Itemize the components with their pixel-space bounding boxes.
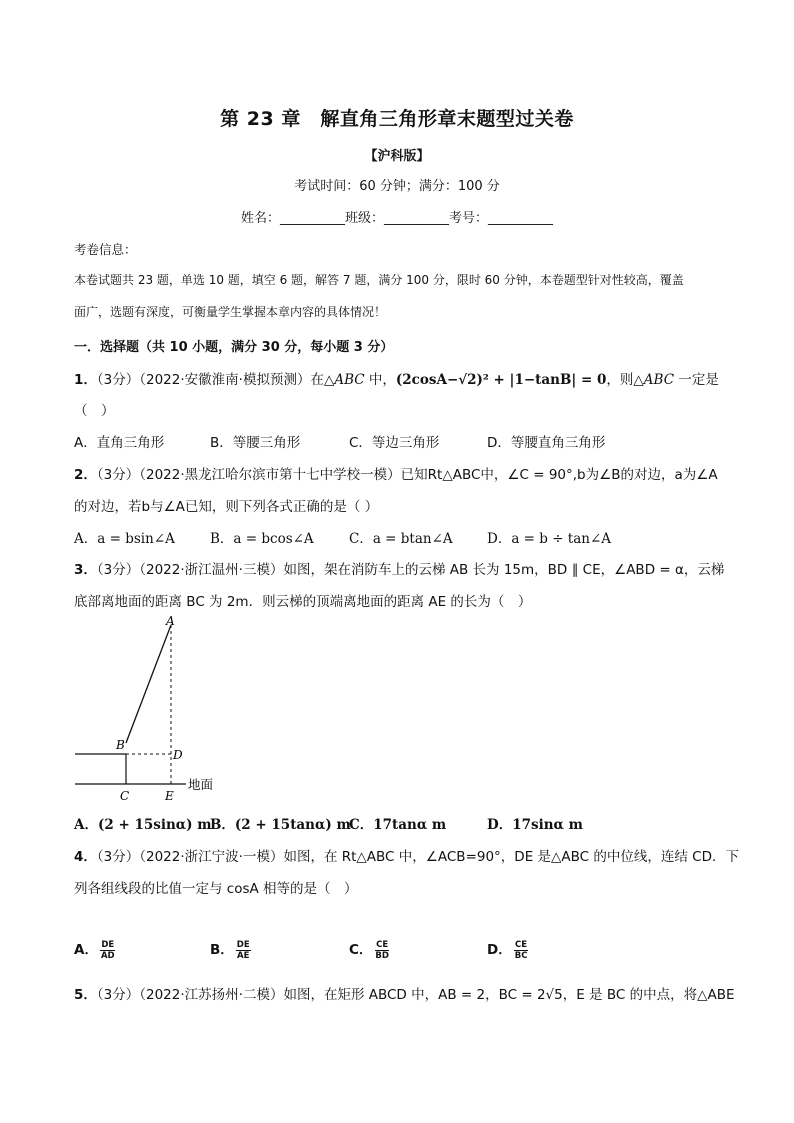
question-3-option-a[interactable]: A．(2 + 15sinα) m (74, 817, 212, 833)
option-fraction (374, 940, 390, 961)
fraction-numerator: DE (101, 939, 115, 950)
question-score: （3分） (96, 467, 140, 483)
question-score: （3分） (96, 372, 140, 388)
question-2-line-1 (74, 463, 718, 483)
question-text: 一定是 (674, 372, 719, 388)
question-text: 已知Rt△ABC中，∠C = 90°,b为∠B的对边，a为∠A (400, 467, 718, 483)
option-label: A． (74, 942, 98, 958)
fraction-denominator: AE (237, 950, 250, 961)
question-3-option-c[interactable]: C．17tanα m (349, 817, 447, 833)
question-text: 中， (364, 372, 396, 388)
question-4-option-d[interactable] (487, 938, 528, 961)
section-heading: 一．选择题（共 10 小题，满分 30 分，每小题 3 分） (74, 340, 394, 355)
question-source: （2022·浙江温州·三模） (139, 562, 284, 578)
question-4-option-a[interactable] (74, 938, 116, 961)
page-title: 第 23 章 解直角三角形章末题型过关卷 (220, 108, 574, 130)
question-source: （2022·浙江宁波·一模） (139, 849, 284, 865)
question-text: 如图，架在消防车上的云梯 AB 长为 15m，BD ∥ CE，∠ABD = α，云梯 (283, 562, 725, 578)
question-text: ABC (334, 372, 365, 388)
question-score: （3分） (96, 987, 140, 1003)
question-3-line-1 (74, 558, 724, 578)
option-fraction (100, 940, 116, 961)
question-score: （3分） (96, 562, 140, 578)
question-text: ABC (643, 372, 675, 388)
question-4-line-1 (74, 845, 739, 865)
question-1-option-c[interactable]: C．等边三角形 (349, 435, 440, 451)
question-2-option-c[interactable]: C．a = btan∠A (349, 531, 453, 547)
question-formula: (2cosA−√2)² + |1−tanB| = 0 (395, 372, 607, 388)
question-1-option-d[interactable]: D．等腰直角三角形 (487, 435, 606, 451)
exam-info-line-2: 面广，选题有深度，可衡量学生掌握本章内容的具体情况！ (74, 305, 387, 319)
question-3-option-d[interactable]: D．17sinα m (487, 817, 583, 833)
fraction-denominator: BD (375, 950, 389, 961)
question-text: 如图，在 Rt△ABC 中，∠ACB=90°，DE 是△ABC 的中位线，连结 CD．下 (283, 849, 739, 865)
label-ground: 地面 (188, 777, 214, 792)
question-text: 在△ (310, 372, 335, 388)
label-c: C (120, 789, 130, 803)
fraction-denominator: AD (100, 950, 115, 961)
question-4-option-c[interactable] (349, 938, 390, 961)
question-number: 5． (74, 987, 97, 1003)
question-number: 4． (74, 849, 97, 865)
question-text: ，则△ (606, 372, 644, 388)
question-source: （2022·安徽淮南·模拟预测） (139, 372, 311, 388)
fraction-numerator: CE (515, 939, 528, 950)
question-1-line-2: （ ） (74, 403, 115, 419)
option-label: B． (210, 942, 234, 958)
option-fraction (514, 940, 529, 961)
question-number: 3． (74, 562, 97, 578)
question-number: 1． (74, 372, 97, 388)
fraction-denominator: BC (514, 950, 528, 961)
question-1-option-b[interactable]: B．等腰三角形 (210, 435, 301, 451)
exam-time: 考试时间：60 分钟；满分：100 分 (294, 179, 500, 194)
question-3-line-2: 底部离地面的距离 BC 为 2m．则云梯的顶端离地面的距离 AE 的长为（ ） (74, 594, 532, 610)
fire-ladder-figure (70, 612, 230, 804)
fraction-numerator: CE (376, 939, 389, 950)
question-2-option-a[interactable]: A．a = bsin∠A (74, 531, 175, 547)
option-fraction (236, 940, 251, 961)
question-score: （3分） (96, 849, 140, 865)
student-info-fields: 姓名：__________班级：__________考号：__________ (240, 211, 553, 226)
label-e: E (165, 789, 174, 803)
exam-info-line-1: 本卷试题共 23 题，单选 10 题，填空 6 题，解答 7 题，满分 100 分，限时 60 分钟，本卷题型针对性较高，覆盖 (74, 273, 684, 287)
question-4-option-b[interactable] (210, 938, 251, 961)
label-b: B (116, 738, 125, 752)
fraction-numerator: DE (236, 939, 250, 950)
question-source: （2022·黑龙江哈尔滨市第十七中学校一模） (139, 467, 401, 483)
question-3-option-b[interactable]: B．(2 + 15tanα) m (210, 817, 351, 833)
exam-info-label: 考卷信息： (74, 242, 137, 257)
label-d: D (173, 748, 183, 762)
question-number: 2． (74, 467, 97, 483)
option-label: C． (349, 942, 373, 958)
question-5-line-1 (74, 983, 734, 1003)
label-a: A (166, 614, 175, 628)
question-source: （2022·江苏扬州·二模） (139, 987, 284, 1003)
ladder-line-ab (126, 625, 171, 743)
question-1-line-1 (74, 368, 719, 388)
question-2-line-2: 的对边，若b与∠A已知，则下列各式正确的是（ ） (74, 499, 379, 515)
question-4-line-2: 列各组线段的比值一定与 cosA 相等的是（ ） (74, 881, 358, 897)
question-2-option-d[interactable]: D．a = b ÷ tan∠A (487, 531, 612, 547)
question-2-option-b[interactable]: B．a = bcos∠A (210, 531, 314, 547)
option-label: D． (487, 942, 512, 958)
question-1-option-a[interactable]: A．直角三角形 (74, 435, 165, 451)
edition-label: 【沪科版】 (364, 149, 430, 164)
question-text: 如图，在矩形 ABCD 中，AB = 2，BC = 2√5，E 是 BC 的中点，将△ABE (283, 987, 735, 1003)
